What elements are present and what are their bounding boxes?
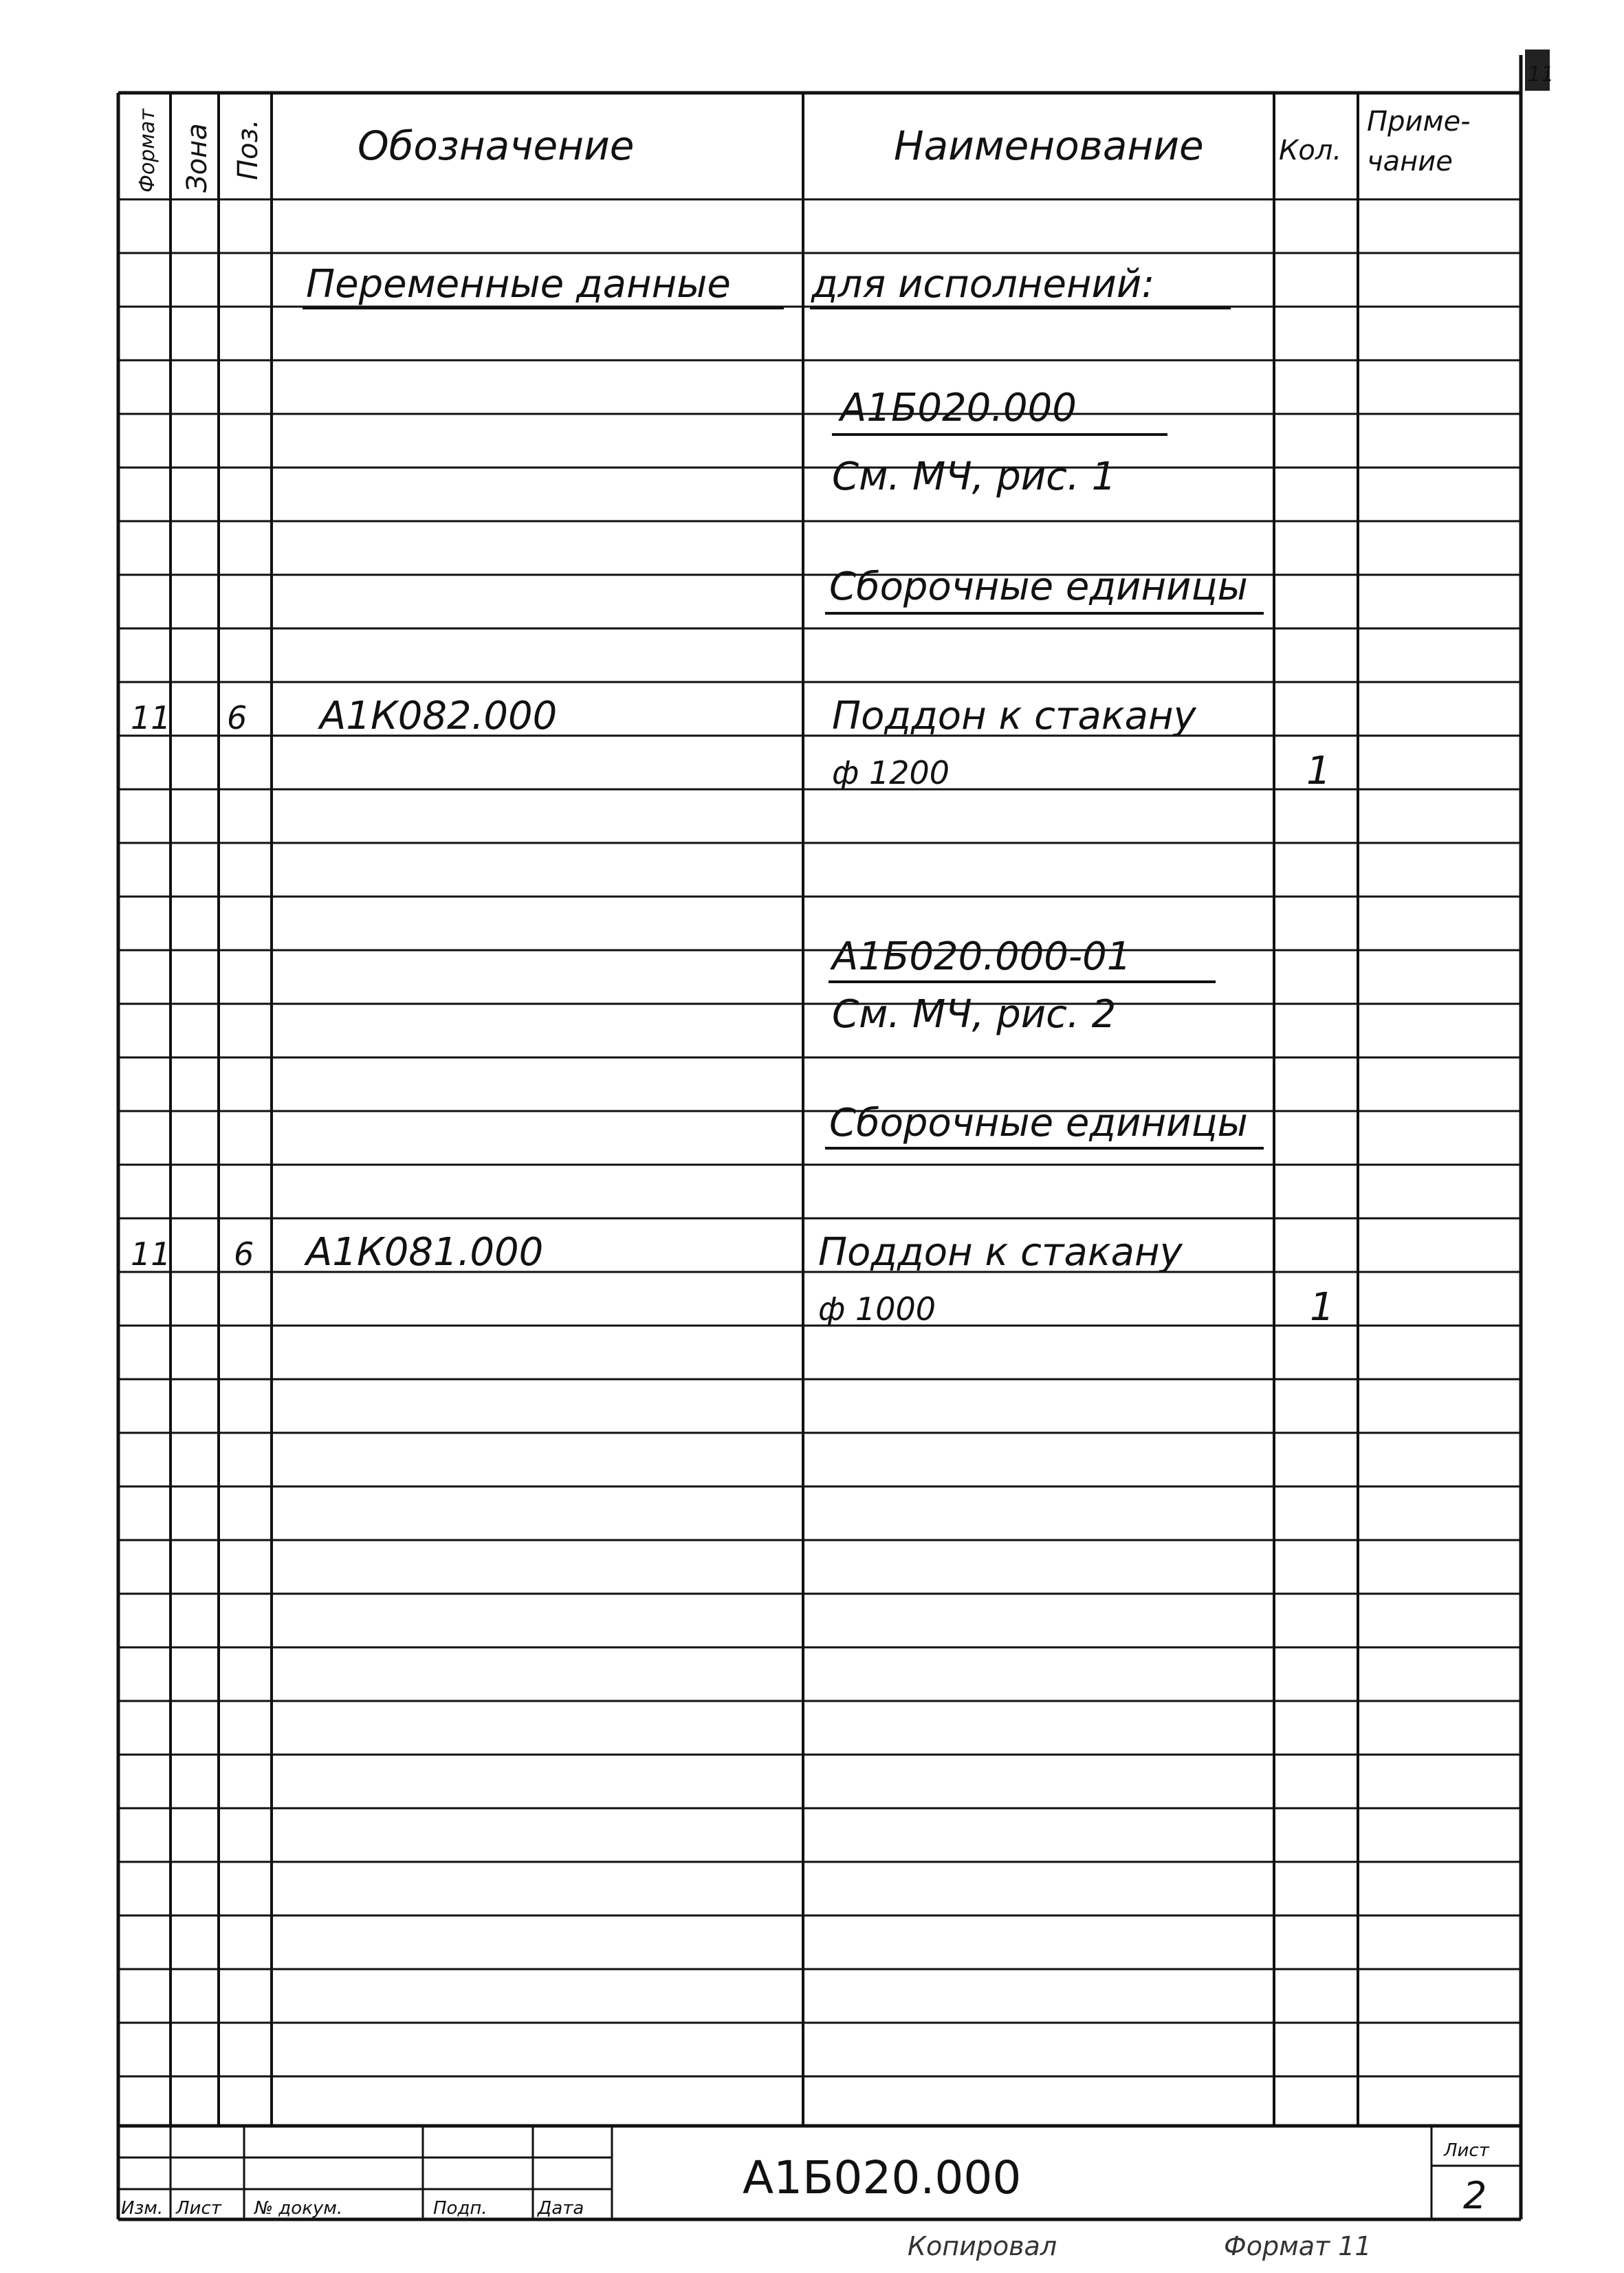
title-doc-no: № докум. bbox=[254, 2198, 343, 2219]
header-format: Формат bbox=[135, 109, 160, 193]
header-note-line1: Приме- bbox=[1367, 106, 1471, 138]
title-sheet-no: 2 bbox=[1463, 2174, 1487, 2217]
item1-qty: 1 bbox=[1306, 749, 1331, 793]
header-name: Наименование bbox=[894, 122, 1204, 169]
variant1-ref: См. МЧ, рис. 1 bbox=[832, 454, 1117, 499]
table-rows bbox=[118, 199, 1521, 2076]
item1-format: 11 bbox=[131, 699, 171, 736]
item2-pos: 6 bbox=[234, 1236, 254, 1273]
title-izm: Изм. bbox=[121, 2198, 164, 2219]
header-zone: Зона bbox=[182, 123, 213, 193]
footer-format: Формат 11 bbox=[1224, 2231, 1372, 2261]
variant2-section: Сборочные единицы bbox=[829, 1101, 1248, 1145]
header-pos: Поз. bbox=[232, 119, 264, 180]
header-designation: Обозначение bbox=[358, 122, 635, 169]
item2-name: Поддон к стакану bbox=[818, 1230, 1183, 1275]
header-note-line2: чание bbox=[1367, 146, 1453, 177]
item1-pos: 6 bbox=[227, 699, 248, 736]
item2-size: ф 1000 bbox=[818, 1291, 936, 1328]
header-qty: Кол. bbox=[1279, 135, 1342, 166]
table-body bbox=[131, 262, 1335, 1330]
variant1-section: Сборочные единицы bbox=[829, 564, 1248, 609]
title-sheet-label: Лист bbox=[1444, 2140, 1489, 2161]
item1-name: Поддон к стакану bbox=[832, 694, 1196, 738]
variant2-ref: См. МЧ, рис. 2 bbox=[832, 992, 1117, 1037]
title-date: Дата bbox=[538, 2198, 584, 2219]
title-list: Лист bbox=[176, 2198, 221, 2219]
item2-qty: 1 bbox=[1310, 1285, 1335, 1330]
variable-data-left: Переменные данные bbox=[306, 262, 731, 307]
page-code: 11 bbox=[1528, 63, 1555, 87]
item2-designation: А1К081.000 bbox=[306, 1230, 544, 1275]
title-doc-code: А1Б020.000 bbox=[743, 2151, 1022, 2204]
variant1-code: А1Б020.000 bbox=[840, 386, 1077, 430]
item2-format: 11 bbox=[131, 1236, 171, 1273]
variant2-code: А1Б020.000-01 bbox=[832, 934, 1132, 979]
footer-copied: Копировал bbox=[908, 2231, 1057, 2261]
frame bbox=[118, 55, 1521, 2219]
item1-size: ф 1200 bbox=[832, 754, 950, 791]
title-signature: Подп. bbox=[433, 2198, 487, 2219]
variable-data-right: для исполнений: bbox=[811, 262, 1155, 307]
item1-designation: А1К082.000 bbox=[320, 694, 558, 738]
